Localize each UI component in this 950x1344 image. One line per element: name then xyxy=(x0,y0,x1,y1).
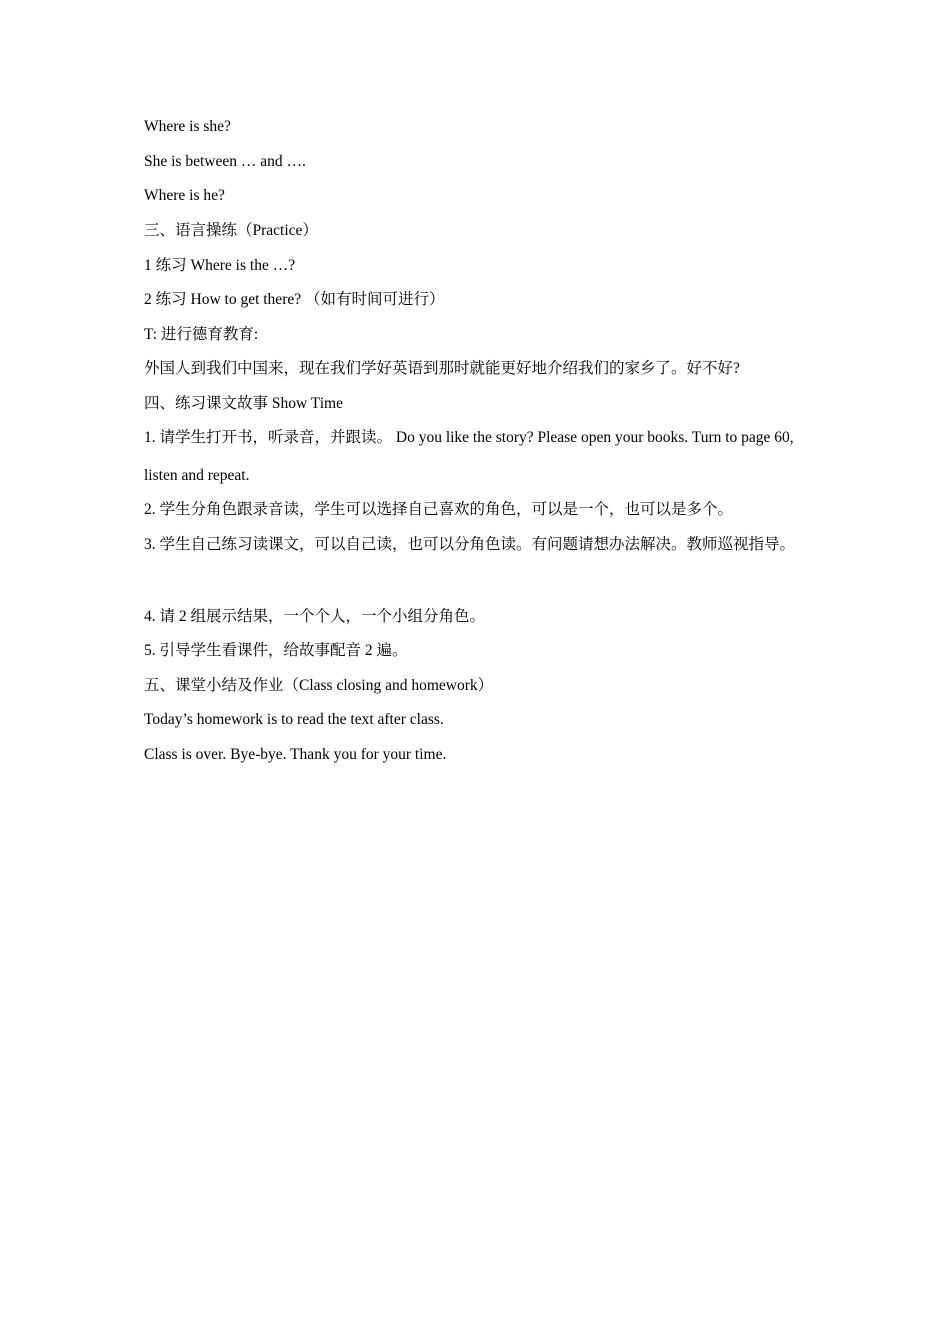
closing-text: Class is over. Bye-bye. Thank you for your time. xyxy=(144,746,447,763)
show-time-step-3: 3. 学生自己练习读课文，可以自己读，也可以分角色读。有问题请想办法解决。教师巡视指导。 xyxy=(144,536,796,553)
practice-item-2: 2 练习 How to get there? （如有时间可进行） xyxy=(144,291,445,308)
section-heading-show-time: 四、练习课文故事 Show Time xyxy=(144,395,343,412)
show-time-step-2: 2. 学生分角色跟录音读，学生可以选择自己喜欢的角色，可以是一个，也可以是多个。 xyxy=(144,501,734,518)
moral-education-label: T: 进行德育教育: xyxy=(144,326,259,343)
question-where-is-she: Where is she? xyxy=(144,118,231,135)
answer-between: She is between … and …. xyxy=(144,153,306,170)
section-heading-closing: 五、课堂小结及作业（Class closing and homework） xyxy=(144,677,494,694)
show-time-step-4: 4. 请 2 组展示结果，一个个人，一个小组分角色。 xyxy=(144,608,486,625)
show-time-step-5: 5. 引导学生看课件，给故事配音 2 遍。 xyxy=(144,642,408,659)
moral-education-text: 外国人到我们中国来，现在我们学好英语到那时就能更好地介绍我们的家乡了。好不好? xyxy=(144,360,740,377)
practice-item-1: 1 练习 Where is the …? xyxy=(144,257,296,274)
section-heading-practice: 三、语言操练（Practice） xyxy=(144,222,318,239)
question-where-is-he: Where is he? xyxy=(144,187,225,204)
show-time-step-1: 1. 请学生打开书，听录音，并跟读。 Do you like the story? Please open your books. Turn to page 60, listen and repeat. xyxy=(144,429,794,484)
homework-text: Today’s homework is to read the text after class. xyxy=(144,711,444,728)
